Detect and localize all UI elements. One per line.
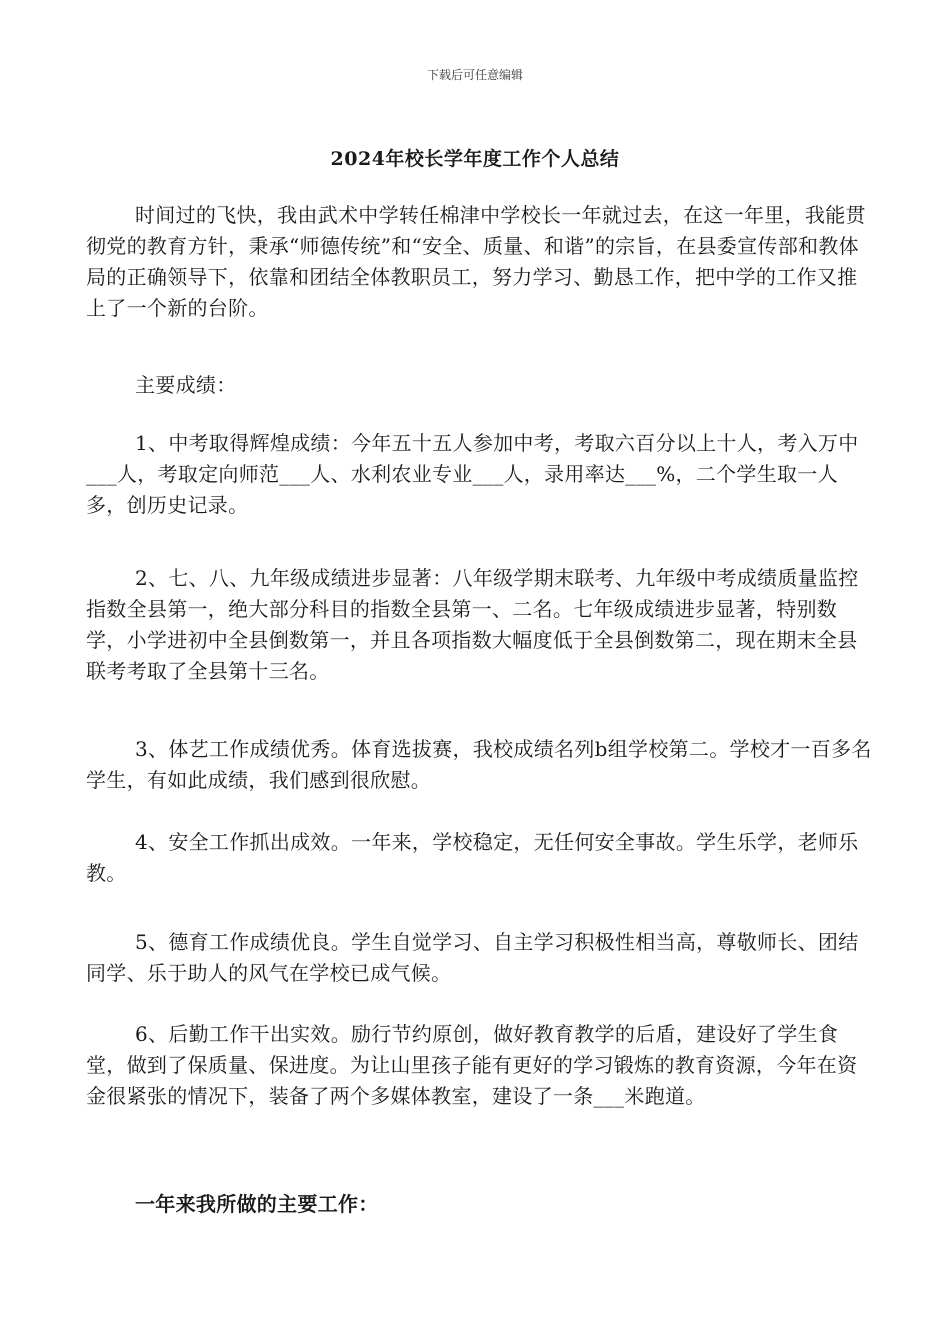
paragraph-item-5: 5、德育工作成绩优良。学生自觉学习、自主学习积极性相当高，尊敬师长、团结同学、乐于助人的风气在学校已成气候。 <box>86 930 859 985</box>
section-heading-main-work: 一年来我所做的主要工作： <box>135 1192 379 1216</box>
document-title: 2024年校长学年度工作个人总结 <box>330 148 620 170</box>
paragraph-item-6: 6、后勤工作干出实效。励行节约原创，做好教育教学的后盾，建设好了学生食堂，做到了保质量、保进度。为让山里孩子能有更好的学习锻炼的教育资源，今年在资金很紧张的情况下，装备了两个多媒体教室，建设了一条___米跑道。 <box>86 1022 858 1108</box>
paragraph-item-2: 2、七、八、九年级成绩进步显著：八年级学期末联考、九年级中考成绩质量监控指数全县第一，绝大部分科目的指数全县第一、二名。七年级成绩进步显著，特别数学，小学进初中全县倒数第一，并且各项指数大幅度低于全县倒数第二，现在期末全县联考考取了全县第十三名。 <box>86 566 859 683</box>
header-note: 下载后可任意编辑 <box>426 68 523 82</box>
paragraph-item-4: 4、安全工作抓出成效。一年来，学校稳定，无任何安全事故。学生乐学，老师乐教。 <box>86 830 859 885</box>
paragraph-achievements-label: 主要成绩： <box>135 373 237 397</box>
paragraph-item-3: 3、体艺工作成绩优秀。体育选拔赛，我校成绩名列b组学校第二。学校才一百多名学生，有如此成绩，我们感到很欣慰。 <box>86 737 872 792</box>
paragraph-intro: 时间过的飞快，我由武术中学转任棉津中学校长一年就过去，在这一年里，我能贯彻党的教育方针，秉承“师德传统”和“安全、质量、和谐”的宗旨，在县委宣传部和教体局的正确领导下，依靠和团结全体教职员工，努力学习、勤恳工作，把中学的工作又推上了一个新的台阶。 <box>86 203 866 320</box>
paragraph-item-1: 1、中考取得辉煌成绩：今年五十五人参加中考，考取六百分以上十人，考入万中___人，考取定向师范___人、水利农业专业___人，录用率达___%，二个学生取一人多，创历史记录。 <box>86 431 859 517</box>
